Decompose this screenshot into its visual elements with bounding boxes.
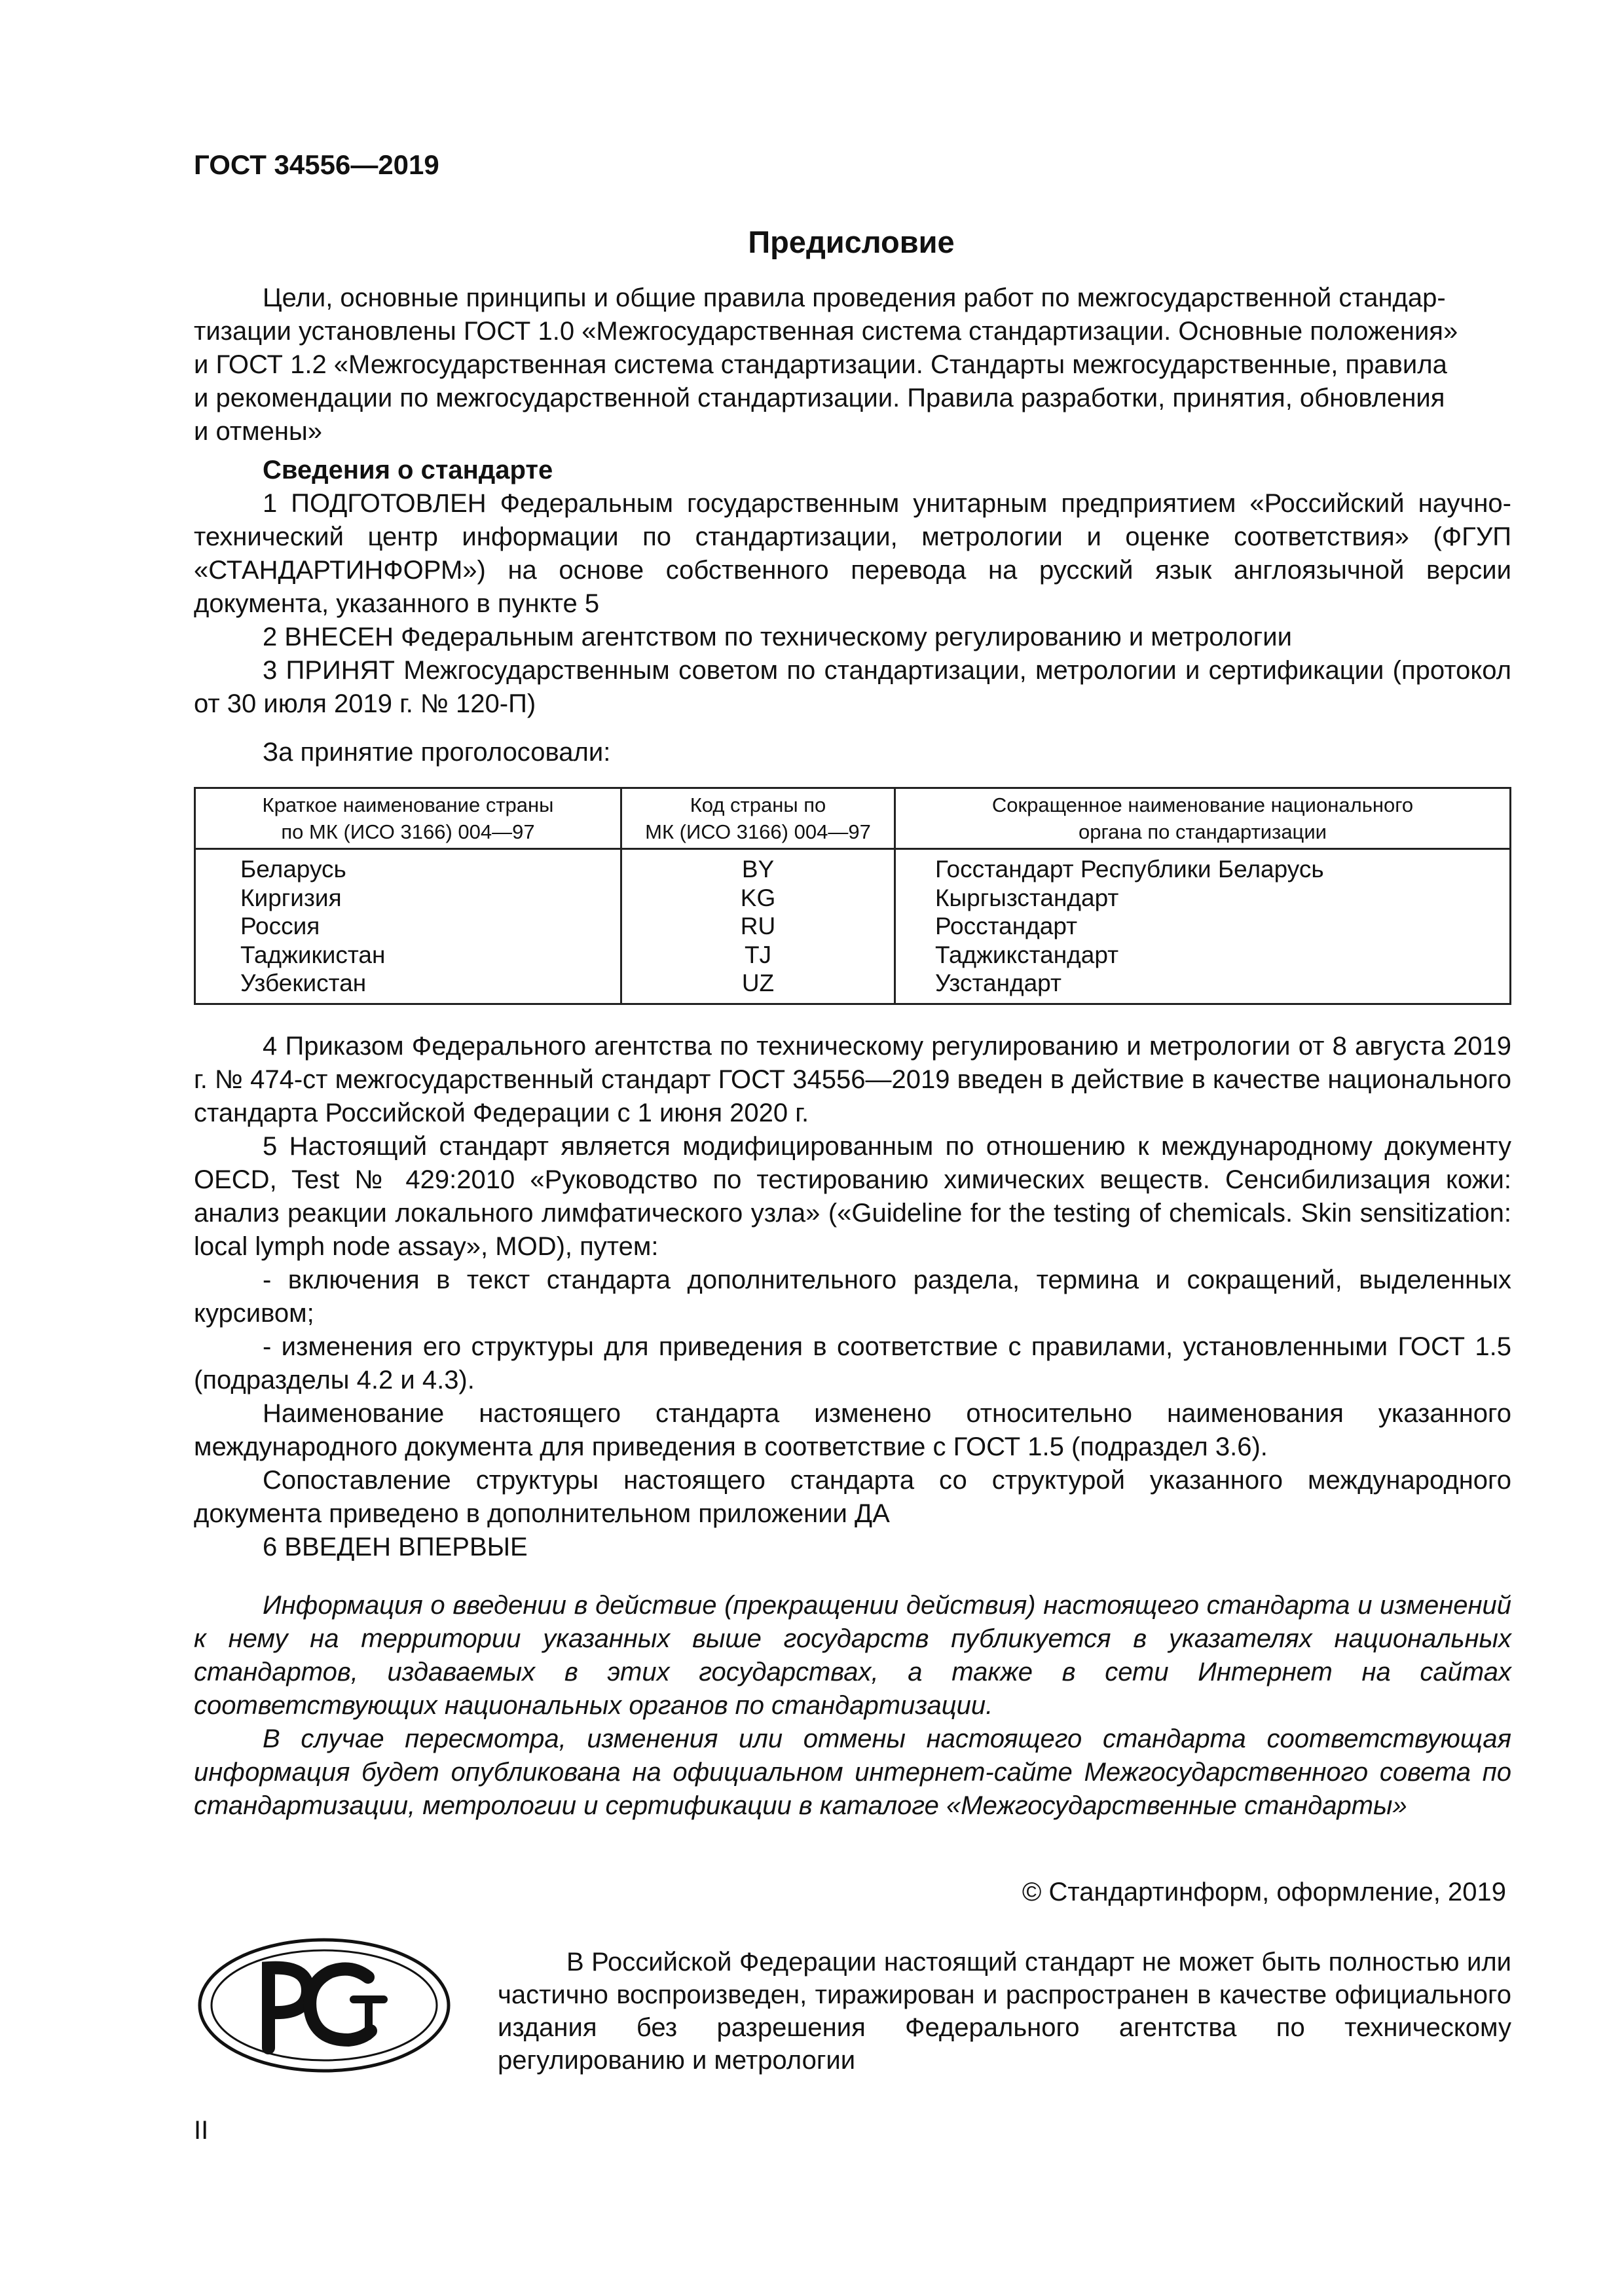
country-name: Киргизия <box>240 884 342 911</box>
vote-table-body <box>195 849 1511 1004</box>
body-column <box>895 849 1511 1004</box>
notice-paragraph-2: В случае пересмотра, изменения или отмены настоящего стандарта соответствующая информация будет опубликована на официальном интернет-сайте Межгосударственного совета по стандартизации, метрологии и сертификации в каталоге «Межгосударственные стандарты» <box>194 1724 1511 1820</box>
structure-compare-note: Сопоставление структуры настоящего стандарта со структурой указанного международного документа приведено в дополнительном приложении ДА <box>194 1466 1511 1528</box>
code-column <box>621 849 895 1004</box>
standard-info-block <box>194 454 1511 721</box>
item-6-introduced: 6 ВВЕДЕН ВПЕРВЫЕ <box>263 1533 528 1561</box>
notice-block <box>194 1589 1511 1823</box>
copyright: © Стандартинформ, оформление, 2019 <box>1022 1878 1506 1906</box>
intro-line: и рекомендации по межгосударственной стандартизации. Правила разработки, принятия, обновления <box>194 384 1445 412</box>
pst-logo-icon <box>196 1937 452 2074</box>
publication-notice: В Российской Федерации настоящий стандарт не может быть полностью или частично воспроизведен, тиражирован и распространен в качестве официального издания без разрешения Федерального агентства по техническому регулированию и метрологии <box>498 1948 1511 2075</box>
standards-body: Росстандарт <box>935 913 1078 939</box>
standard-info-heading: Сведения о стандарте <box>263 456 553 484</box>
country-name: Беларусь <box>240 856 346 883</box>
item-4-order: 4 Приказом Федерального агентства по техническому регулированию и метрологии от 8 августа 2019 г. № 474-ст межгосударственный стандарт ГОСТ 34556—2019 введен в действие в качестве национального стандарта Российской Федерации с 1 июня 2020 г. <box>194 1032 1511 1127</box>
standards-body: Узстандарт <box>935 970 1061 996</box>
country-code: RU <box>740 913 776 939</box>
country-name: Узбекистан <box>240 970 367 996</box>
country-column <box>195 849 621 1004</box>
item-5-dash-1: - включения в текст стандарта дополнительного раздела, термина и сокращений, выделенных курсивом; <box>194 1266 1511 1328</box>
country-code: UZ <box>741 970 775 996</box>
vote-label: За принятие проголосовали: <box>263 738 611 767</box>
vote-table-header <box>195 788 1511 849</box>
country-code: KG <box>740 884 776 911</box>
items-block <box>194 1030 1511 1564</box>
page-number: II <box>194 2116 209 2145</box>
header-code: Код страны по МК (ИСО 3166) 004—97 <box>621 788 895 849</box>
intro-line: тизации установлены ГОСТ 1.0 «Межгосударственная система стандартизации. Основные положения» <box>194 317 1458 346</box>
standards-body: Кыргызстандарт <box>935 884 1119 911</box>
item-1-prepared: 1 ПОДГОТОВЛЕН Федеральным государственным унитарным предприятием «Российский научно-технический центр информации по стандартизации, метрологии и оценке соответствия» (ФГУП «СТАНДАРТИНФОРМ») на основе собственного перевода на русский язык англоязычной версии документа, указанного в пункте 5 <box>194 489 1511 618</box>
standards-body: Госстандарт Республики Беларусь <box>935 856 1324 883</box>
item-5-modification: 5 Настоящий стандарт является модифицированным по отношению к международному документу OECD, Test № 429:2010 «Руководство по тестированию химических веществ. Сенсибилизация кожи: анализ реакции локального лимфатического узла» («Guideline for the testing of chemicals. Skin sensitization: local lymph node assay», MOD), путем: <box>194 1132 1511 1261</box>
rename-note: Наименование настоящего стандарта изменено относительно наименования указанного международного документа для приведения в соответствие с ГОСТ 1.5 (подраздел 3.6). <box>194 1399 1511 1461</box>
vote-table <box>194 787 1511 1005</box>
country-name: Таджикистан <box>240 941 386 968</box>
intro-block <box>194 282 1511 448</box>
country-code: TJ <box>744 941 772 968</box>
header-country: Краткое наименование страны по МК (ИСО 3166) 004—97 <box>195 788 621 849</box>
notice-paragraph-1: Информация о введении в действие (прекращении действия) настоящего стандарта и изменений к нему на территории указанных выше государств публикуется в указателях национальных стандартов, издаваемых в этих государствах, а также в сети Интернет на сайтах соответствующих национальных органов по стандартизации. <box>194 1591 1511 1720</box>
country-name: Россия <box>240 913 320 939</box>
item-2-submitted: 2 ВНЕСЕН Федеральным агентством по техническому регулированию и метрологии <box>263 623 1292 651</box>
intro-line: Цели, основные принципы и общие правила проведения работ по межгосударственной стандар- <box>263 283 1446 312</box>
document-header: ГОСТ 34556—2019 <box>194 149 439 180</box>
item-5-dash-2: - изменения его структуры для приведения в соответствие с правилами, установленными ГОСТ 1.5 (подразделы 4.2 и 4.3). <box>194 1332 1511 1394</box>
page-title: Предисловие <box>748 225 955 259</box>
item-3-adopted: 3 ПРИНЯТ Межгосударственным советом по стандартизации, метрологии и сертификации (протокол от 30 июля 2019 г. № 120-П) <box>194 656 1511 718</box>
standards-body: Таджикстандарт <box>935 941 1119 968</box>
header-body: Сокращенное наименование национального органа по стандартизации <box>895 788 1511 849</box>
intro-line: и отмены» <box>194 417 322 446</box>
country-code: BY <box>741 856 775 883</box>
pst-certification-logo <box>196 1937 452 2077</box>
intro-line: и ГОСТ 1.2 «Межгосударственная система стандартизации. Стандарты межгосударственные, правила <box>194 350 1447 379</box>
